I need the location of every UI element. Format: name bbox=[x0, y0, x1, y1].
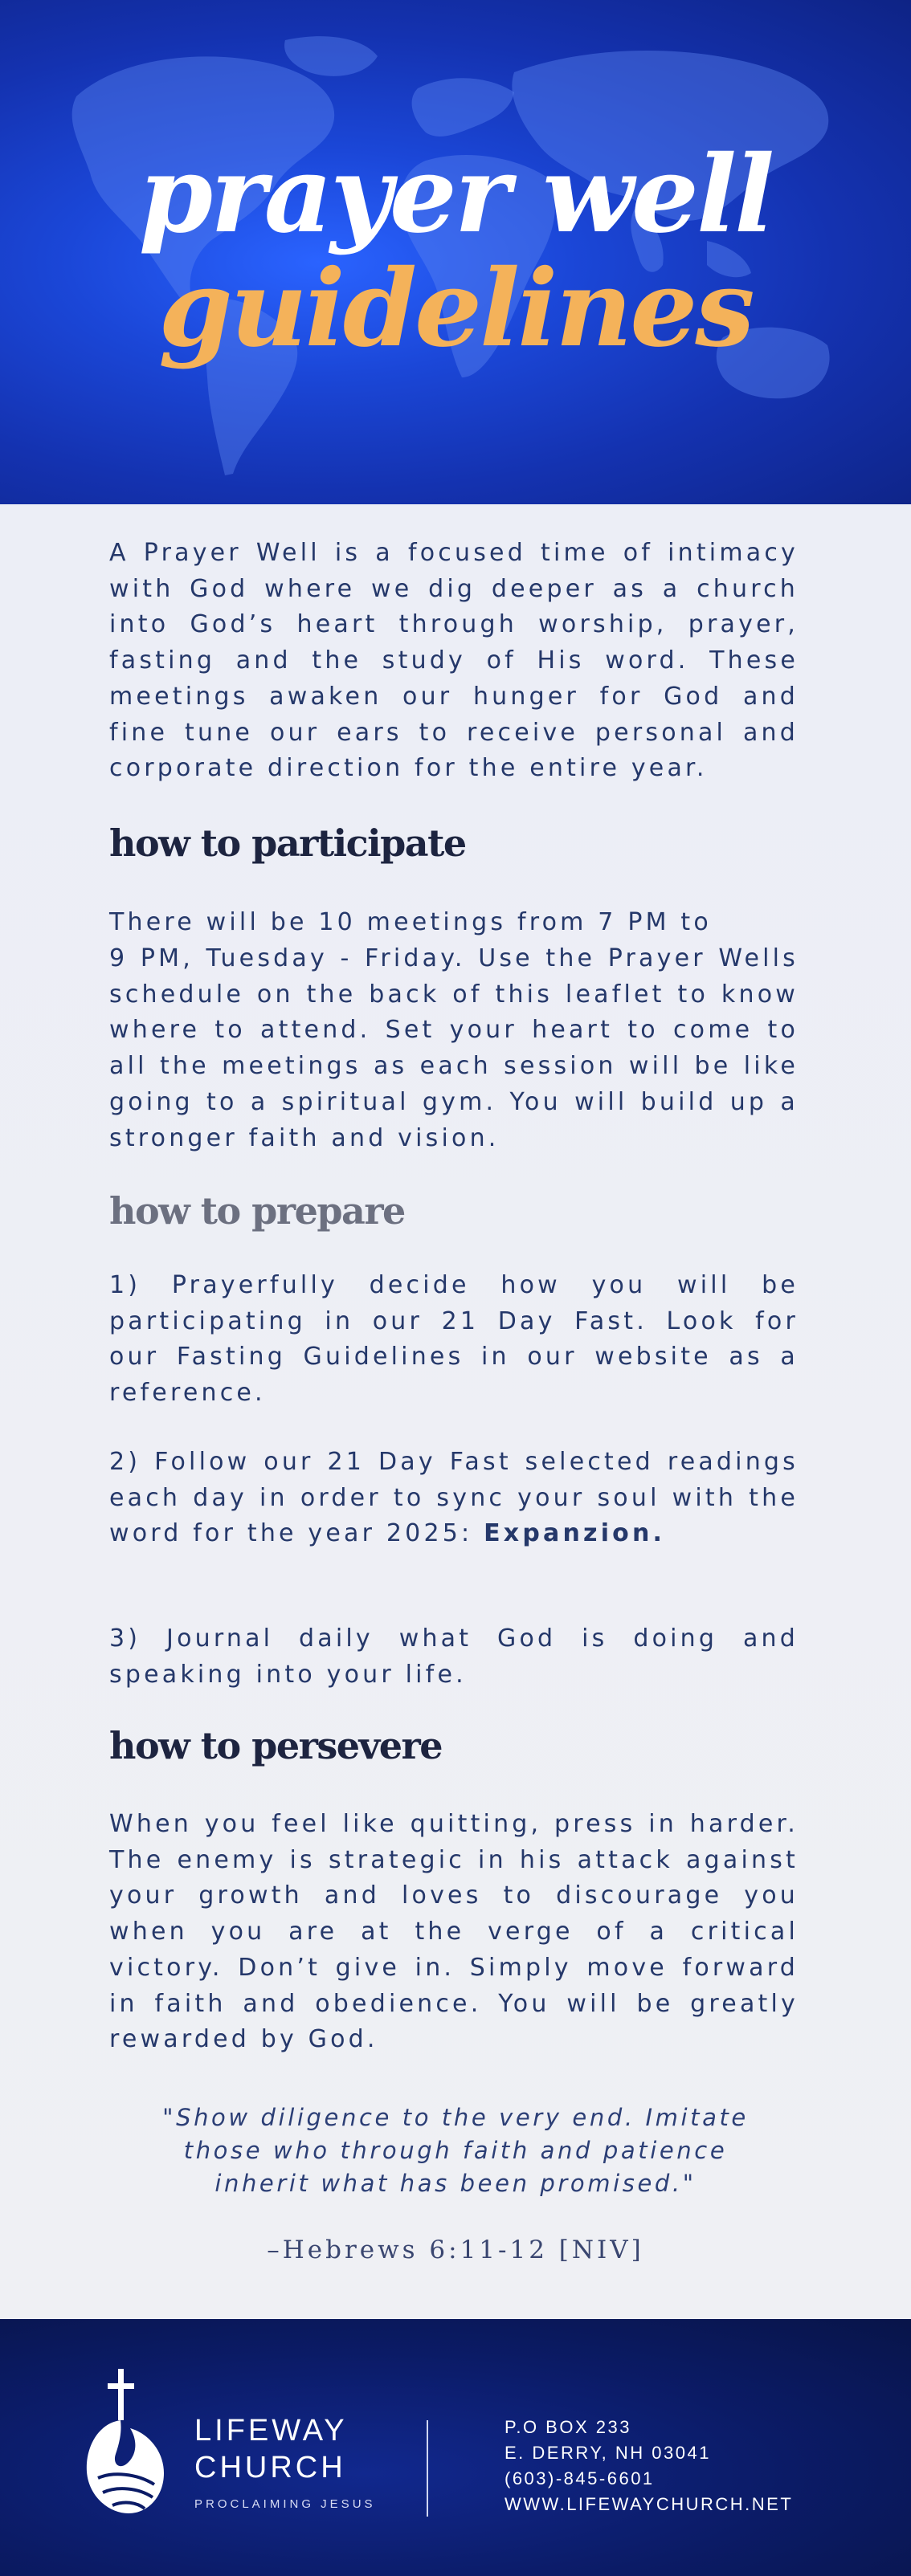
title-line-2: guidelines bbox=[158, 247, 753, 371]
prepare-item-1: 1) Prayerfully decide how you will be participating in our 21 Day Fast. Look for our Fasting Guidelines in our website as a reference. bbox=[109, 1271, 799, 1408]
footer-divider bbox=[427, 2420, 428, 2517]
website-link[interactable]: WWW.LIFEWAYCHURCH.NET bbox=[505, 2494, 794, 2514]
intro-paragraph: A Prayer Well is a focused time of intimacy with God where we dig deeper as a church into God’s heart through worship, prayer, fasting and the study of His word. These meetings awaken our hunger for God and fine tune our ears to receive personal and corporate direction for the entire year. bbox=[109, 539, 799, 783]
scripture-quote-line-2: those who through faith and patience bbox=[183, 2137, 728, 2164]
scripture-quote-line-1: "Show diligence to the very end. Imitate bbox=[162, 2104, 749, 2131]
prepare-item-2-text: 2) Follow our 21 Day Fast selected readings each day in order to sync your soul with the word for the year 2025: bbox=[109, 1448, 799, 1548]
brand-name-line-1: LIFEWAY bbox=[194, 2414, 348, 2448]
footer bbox=[0, 2319, 911, 2576]
heading-persevere: how to persevere bbox=[109, 1724, 443, 1767]
hero-banner bbox=[0, 0, 911, 504]
prepare-item-3: 3) Journal daily what God is doing and speaking into your life. bbox=[109, 1624, 799, 1689]
participate-first-line: There will be 10 meetings from 7 PM to bbox=[109, 908, 712, 936]
prepare-item-2 bbox=[109, 1445, 799, 1552]
participate-paragraph: 9 PM, Tuesday - Friday. Use the Prayer Wells schedule on the back of this leaflet to know where to attend. Set your heart to come to all the meetings as each session will be like going to a spiritual gym. You will build up a stronger faith and vision. bbox=[109, 944, 799, 1152]
heading-participate: how to participate bbox=[109, 821, 466, 865]
address-line-1: P.O BOX 233 bbox=[505, 2417, 631, 2437]
church-cross-logo-icon bbox=[80, 2367, 169, 2528]
title-line-1: prayer well bbox=[138, 132, 773, 257]
heading-prepare: how to prepare bbox=[109, 1189, 405, 1233]
scripture-reference: –Hebrews 6:11-12 [NIV] bbox=[267, 2236, 644, 2264]
persevere-paragraph: When you feel like quitting, press in harder. The enemy is strategic in his attack against your growth and loves to discourage you when you are at the verge of a critical victory. Don’t give in. Simply move forward in faith and obedience. You will be greatly rewarded by God. bbox=[109, 1810, 799, 2054]
brand-tagline: PROCLAIMING JESUS bbox=[194, 2497, 376, 2511]
brand-name-line-2: CHURCH bbox=[194, 2451, 346, 2484]
address-line-2: E. DERRY, NH 03041 bbox=[505, 2443, 711, 2463]
phone-number: (603)-845-6601 bbox=[505, 2468, 655, 2488]
scripture-quote-line-3: inherit what has been promised." bbox=[214, 2170, 697, 2197]
year-theme-word: Expanzion. bbox=[484, 1519, 666, 1548]
